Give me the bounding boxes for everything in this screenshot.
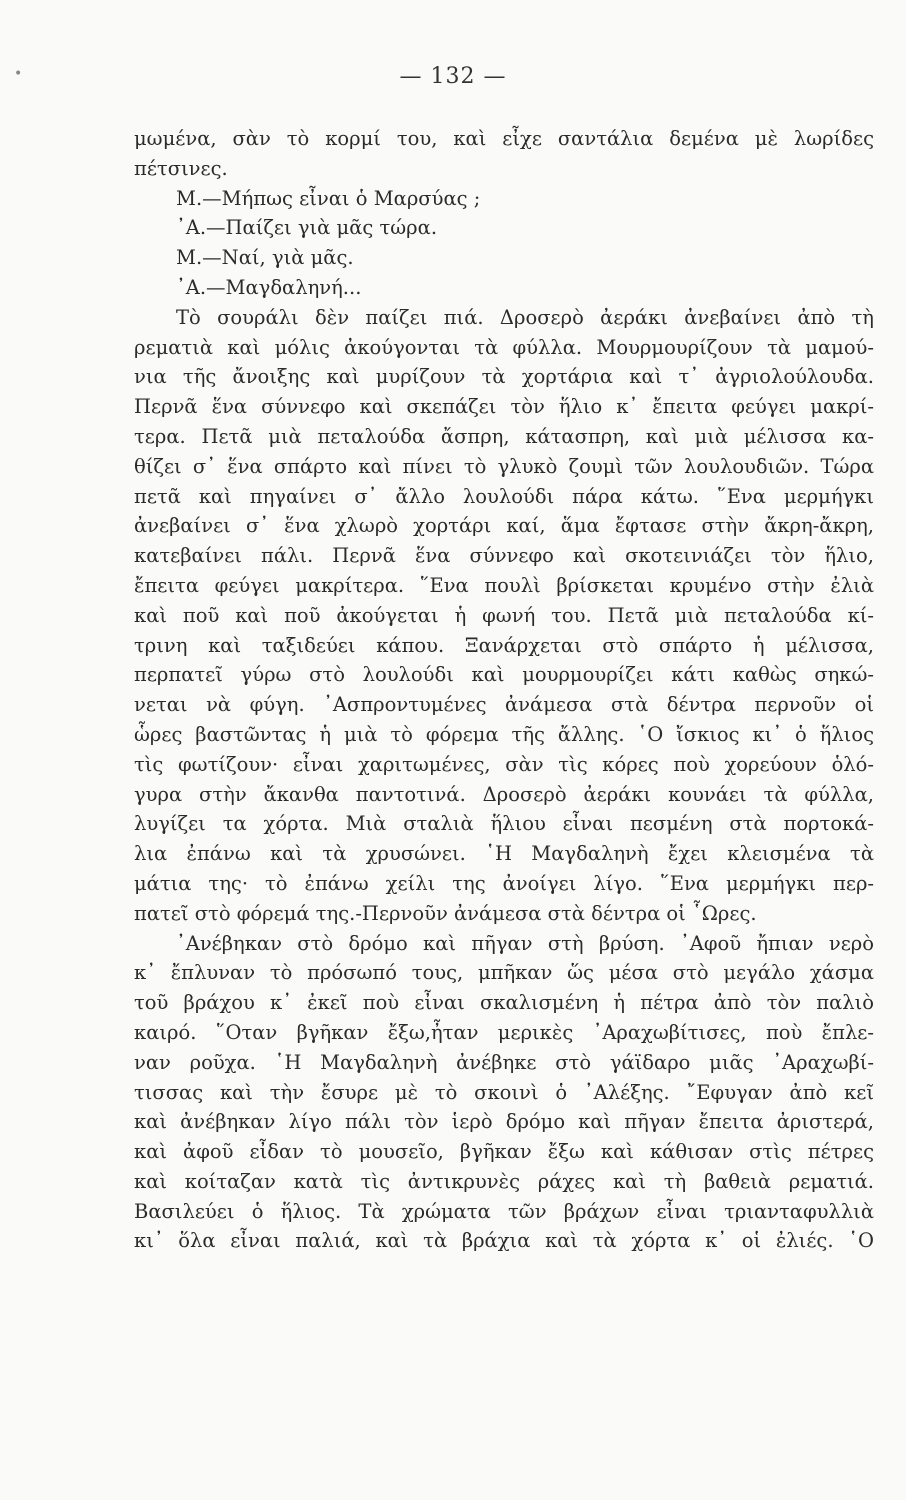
text-line: μάτια της· τὸ ἐπάνω χείλι της ἀνοίγει λίγο. ῞Ενα μερμήγκι περ- — [134, 871, 874, 895]
text-line: ρεματιὰ καὶ μόλις ἀκούγονται τὰ φύλλα. Μουρμουρίζουν τὰ μαμού- — [134, 335, 874, 359]
text-line: γυρα στὴν ἄκανθα παντοτινά. Δροσερὸ ἀεράκι κουνάει τὰ φύλλα, — [134, 782, 874, 806]
page-number: — 132 — — [399, 64, 507, 89]
text-line: Μ.—Ναί, γιὰ μᾶς. — [176, 246, 354, 270]
text-line: καὶ ἀφοῦ εἶδαν τὸ μουσεῖο, βγῆκαν ἔξω καὶ κάθισαν στὶς πέτρες — [134, 1140, 874, 1164]
text-line: ναν ροῦχα. ῾Η Μαγδαληνὴ ἀνέβηκε στὸ γάϊδαρο μιᾶς ᾿Αραχωβί- — [134, 1050, 874, 1074]
text-line: Περνᾶ ἕνα σύννεφο καὶ σκεπάζει τὸν ἥλιο κ᾿ ἔπειτα φεύγει μακρί- — [134, 395, 874, 419]
text-line: λυγίζει τα χόρτα. Μιὰ σταλιὰ ἥλιου εἶναι πεσμένη στὰ πορτοκά- — [134, 812, 874, 836]
text-line: καὶ ποῦ καὶ ποῦ ἀκούγεται ἡ φωνή του. Πετᾶ μιὰ πεταλούδα κί- — [134, 603, 874, 627]
text-line: λια ἐπάνω καὶ τὰ χρυσώνει. ῾Η Μαγδαληνὴ ἔχει κλεισμένα τὰ — [134, 842, 874, 866]
text-line: πατεῖ στὸ φόρεμά της.-Περνοῦν ἀνάμεσα στὰ δέντρα οἱ ῟Ωρες. — [134, 901, 757, 925]
text-line: τρινη καὶ ταξιδεύει κάπου. Ξανάρχεται στὸ σπάρτο ἡ μέλισσα, — [134, 633, 874, 657]
text-line: ᾿Ανέβηκαν στὸ δρόμο καὶ πῆγαν στὴ βρύση. ᾿Αφοῦ ἤπιαν νερὸ — [176, 931, 874, 955]
text-line: τερα. Πετᾶ μιὰ πεταλούδα ἄσπρη, κάτασπρη, καὶ μιὰ μέλισσα κα- — [134, 424, 874, 448]
margin-speck: • — [14, 66, 23, 82]
text-line: κ᾿ ἔπλυναν τὸ πρόσωπό τους, μπῆκαν ὥς μέσα στὸ μεγάλο χάσμα — [134, 961, 874, 985]
text-line: Μ.—Μήπως εἶναι ὁ Μαρσύας ; — [176, 186, 481, 210]
text-line: ᾿Α.—Μαγδαληνή... — [176, 275, 362, 299]
text-line: τισσας καὶ τὴν ἔσυρε μὲ τὸ σκοινὶ ὁ ᾿Αλέξης. ῎Εφυγαν ἀπὸ κεῖ — [134, 1080, 874, 1104]
body-text — [134, 124, 874, 1256]
text-line: τὶς φωτίζουν· εἶναι χαριτωμένες, σὰν τὶς κόρες ποὺ χορεύουν ὁλό- — [134, 752, 874, 776]
text-line: ἔπειτα φεύγει μακρίτερα. ῞Ενα πουλὶ βρίσκεται κρυμένο στὴν ἐλιὰ — [134, 573, 874, 597]
text-line: καὶ κοίταζαν κατὰ τὶς ἀντικρυνὲς ράχες καὶ τὴ βαθειὰ ρεματιά. — [134, 1169, 874, 1193]
text-line: ᾿Α.—Παίζει γιὰ μᾶς τώρα. — [176, 216, 438, 240]
text-line: καιρό. ῞Οταν βγῆκαν ἔξω,ἦταν μερικὲς ᾿Αραχωβίτισες, ποὺ ἔπλε- — [134, 1020, 874, 1044]
text-line: μωμένα, σὰν τὸ κορμί του, καὶ εἶχε σαντάλια δεμένα μὲ λωρίδες — [134, 127, 874, 150]
text-line: ὧρες βαστῶντας ἡ μιὰ τὸ φόρεμα τῆς ἄλλης. ῾Ο ἴσκιος κι᾿ ὁ ἥλιος — [134, 722, 874, 746]
text-line: καὶ ἀνέβηκαν λίγο πάλι τὸν ἱερὸ δρόμο καὶ πῆγαν ἔπειτα ἀριστερά, — [134, 1110, 874, 1134]
text-line: Βασιλεύει ὁ ἥλιος. Τὰ χρώματα τῶν βράχων εἶναι τριανταφυλλιὰ — [134, 1199, 874, 1223]
text-line: πέτσινες. — [134, 156, 228, 180]
text-line: νια τῆς ἄνοιξης καὶ μυρίζουν τὰ χορτάρια καὶ τ᾿ ἀγριολούλουδα. — [134, 365, 874, 389]
text-line: νεται νὰ φύγη. ᾿Ασπροντυμένες ἀνάμεσα στὰ δέντρα περνοῦν οἱ — [134, 693, 874, 717]
text-line: περπατεῖ γύρω στὸ λουλούδι καὶ μουρμουρίζει κάτι καθὼς σηκώ- — [134, 663, 874, 687]
text-line: Τὸ σουράλι δὲν παίζει πιά. Δροσερὸ ἀεράκι ἀνεβαίνει ἀπὸ τὴ — [176, 305, 874, 329]
text-line: κατεβαίνει πάλι. Περνᾶ ἕνα σύννεφο καὶ σκοτεινιάζει τὸν ἥλιο, — [134, 544, 874, 568]
text-line: τοῦ βράχου κ᾿ ἐκεῖ ποὺ εἶναι σκαλισμένη ἡ πέτρα ἀπὸ τὸν παλιὸ — [134, 991, 874, 1015]
text-line: ἀνεβαίνει σ᾿ ἕνα χλωρὸ χορτάρι καί, ἅμα ἔφτασε στὴν ἄκρη-ἄκρη, — [134, 514, 874, 538]
text-line: πετᾶ καὶ πηγαίνει σ᾿ ἄλλο λουλούδι πάρα κάτω. ῞Ενα μερμήγκι — [134, 484, 874, 508]
text-line: θίζει σ᾿ ἕνα σπάρτο καὶ πίνει τὸ γλυκὸ ζουμὶ τῶν λουλουδιῶν. Τώρα — [134, 454, 874, 478]
text-line: κι᾿ ὅλα εἶναι παλιά, καὶ τὰ βράχια καὶ τὰ χόρτα κ᾿ οἱ ἐλιές. ῾Ο — [134, 1229, 874, 1253]
